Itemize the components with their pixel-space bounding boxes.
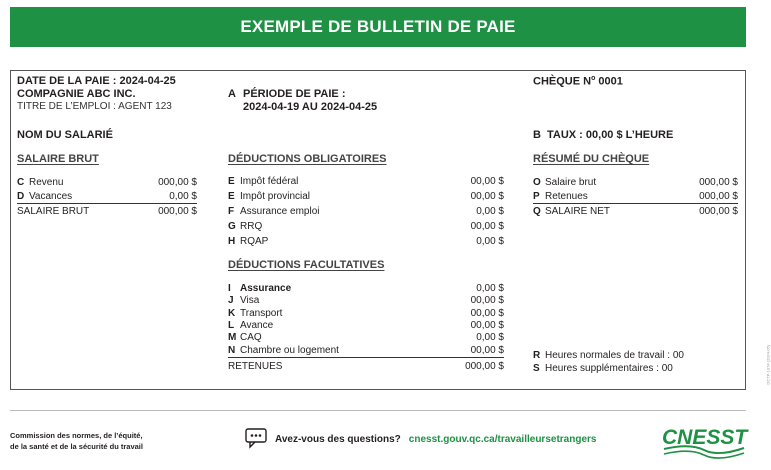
mandatory-row [228,189,504,203]
row-label: RQAP [240,235,269,247]
row-amount: 0,00 $ [476,282,504,294]
row-label: CAQ [240,331,262,343]
cheque-sup: o [591,75,596,82]
chat-bubble-icon [245,428,267,451]
row-label: Chambre ou logement [240,344,339,356]
row-letter: L [228,319,235,331]
row-label: Salaire brut [545,176,597,188]
cnesst-logo [660,422,746,458]
row-label: Heures supplémentaires : 00 [545,362,673,374]
row-amount: 00,00 $ [470,307,504,319]
summary-row [533,204,738,218]
period-letter: A [228,88,236,100]
mandatory-row [228,204,504,218]
optional-row [228,330,504,344]
row-label: Assurance emploi [240,205,320,217]
row-letter: H [228,235,236,247]
summary-row [533,189,738,203]
logo-text: CNESST [662,426,748,449]
row-letter: S [533,362,540,374]
hours-row [533,361,738,375]
row-amount: 0,00 $ [169,190,197,202]
side-document-code: DCTP-1074 (2024-05) [766,345,771,385]
footer-organization [10,430,143,452]
cheque-label: CHÈQUE N [533,75,592,88]
row-letter: K [228,307,236,319]
row-letter: E [228,190,235,202]
footer-org-line-2: de la santé et de la sécurité du travail [10,442,143,451]
gross-total-row [17,204,197,218]
retenues-rule [228,357,504,358]
row-amount: 000,00 $ [699,205,738,217]
row-amount: 00,00 $ [470,294,504,306]
gross-row [17,189,197,203]
mandatory-row [228,174,504,188]
mandatory-row [228,234,504,248]
cheque-value: 0001 [598,75,623,88]
row-amount: 000,00 $ [699,190,738,202]
job-title: TITRE DE L’EMPLOI : AGENT 123 [17,101,172,112]
row-label: Heures normales de travail : 00 [545,349,684,361]
row-amount: 00,00 $ [470,344,504,356]
row-amount: 000,00 $ [158,176,197,188]
footer-org-line-1: Commission des normes, de l’équité, [10,431,143,440]
pay-stub [10,70,746,390]
row-letter: F [228,205,235,217]
row-letter: R [533,349,541,361]
rate-text: TAUX : 00,00 $ L’HEURE [547,129,674,141]
row-label: Revenu [29,176,64,188]
footer-question-text: Avez-vous des questions? [275,433,401,445]
row-letter: M [228,331,237,343]
footer-question [245,428,596,450]
row-amount: 000,00 $ [465,360,504,372]
row-letter: P [533,190,540,202]
row-label: Assurance [240,282,292,294]
row-letter: E [228,175,235,187]
company-name: COMPAGNIE ABC INC. [17,88,136,100]
row-amount: 0,00 $ [476,235,504,247]
row-letter: N [228,344,236,356]
row-label: Vacances [29,190,73,202]
row-amount: 0,00 $ [476,205,504,217]
row-amount: 00,00 $ [470,175,504,187]
gross-heading: SALAIRE BRUT [17,153,99,165]
row-letter: I [228,282,231,294]
pay-date: DATE DE LA PAIE : 2024-04-25 [17,75,176,87]
row-letter: G [228,220,236,232]
row-letter: Q [533,205,541,217]
cheque-number [533,75,623,88]
footer-divider [10,410,746,411]
row-letter: J [228,294,234,306]
mandatory-row [228,219,504,233]
row-label: Visa [240,294,260,306]
row-amount: 0,00 $ [476,331,504,343]
retenues-total-row [228,359,504,373]
gross-row [17,175,197,189]
row-letter: O [533,176,541,188]
row-label: Avance [240,319,274,331]
hours-row [533,348,738,362]
row-amount: 000,00 $ [699,176,738,188]
row-letter: C [17,176,25,188]
mandatory-heading: DÉDUCTIONS OBLIGATOIRES [228,153,387,165]
row-amount: 00,00 $ [470,190,504,202]
employee-name-label: NOM DU SALARIÉ [17,129,113,141]
row-label: Transport [240,307,283,319]
summary-row [533,175,738,189]
row-label: Impôt fédéral [240,175,299,187]
row-label: SALAIRE BRUT [17,205,90,217]
optional-row [228,293,504,307]
row-amount: 000,00 $ [158,205,197,217]
page-banner-title: EXEMPLE DE BULLETIN DE PAIE [10,7,746,47]
summary-heading: RÉSUMÉ DU CHÈQUE [533,153,650,165]
period-label: PÉRIODE DE PAIE : [243,88,346,100]
row-label: Retenues [545,190,588,202]
row-amount: 00,00 $ [470,220,504,232]
optional-row [228,343,504,357]
row-amount: 00,00 $ [470,319,504,331]
row-label: RETENUES [228,360,283,372]
rate-letter: B [533,129,541,141]
row-letter: D [17,190,25,202]
optional-heading: DÉDUCTIONS FACULTATIVES [228,259,385,271]
row-label: RRQ [240,220,263,232]
period-value: 2024-04-19 AU 2024-04-25 [243,101,378,113]
row-label: SALAIRE NET [545,205,611,217]
footer-link[interactable]: cnesst.gouv.qc.ca/travailleursetrangers [408,433,597,445]
row-label: Impôt provincial [240,190,311,202]
